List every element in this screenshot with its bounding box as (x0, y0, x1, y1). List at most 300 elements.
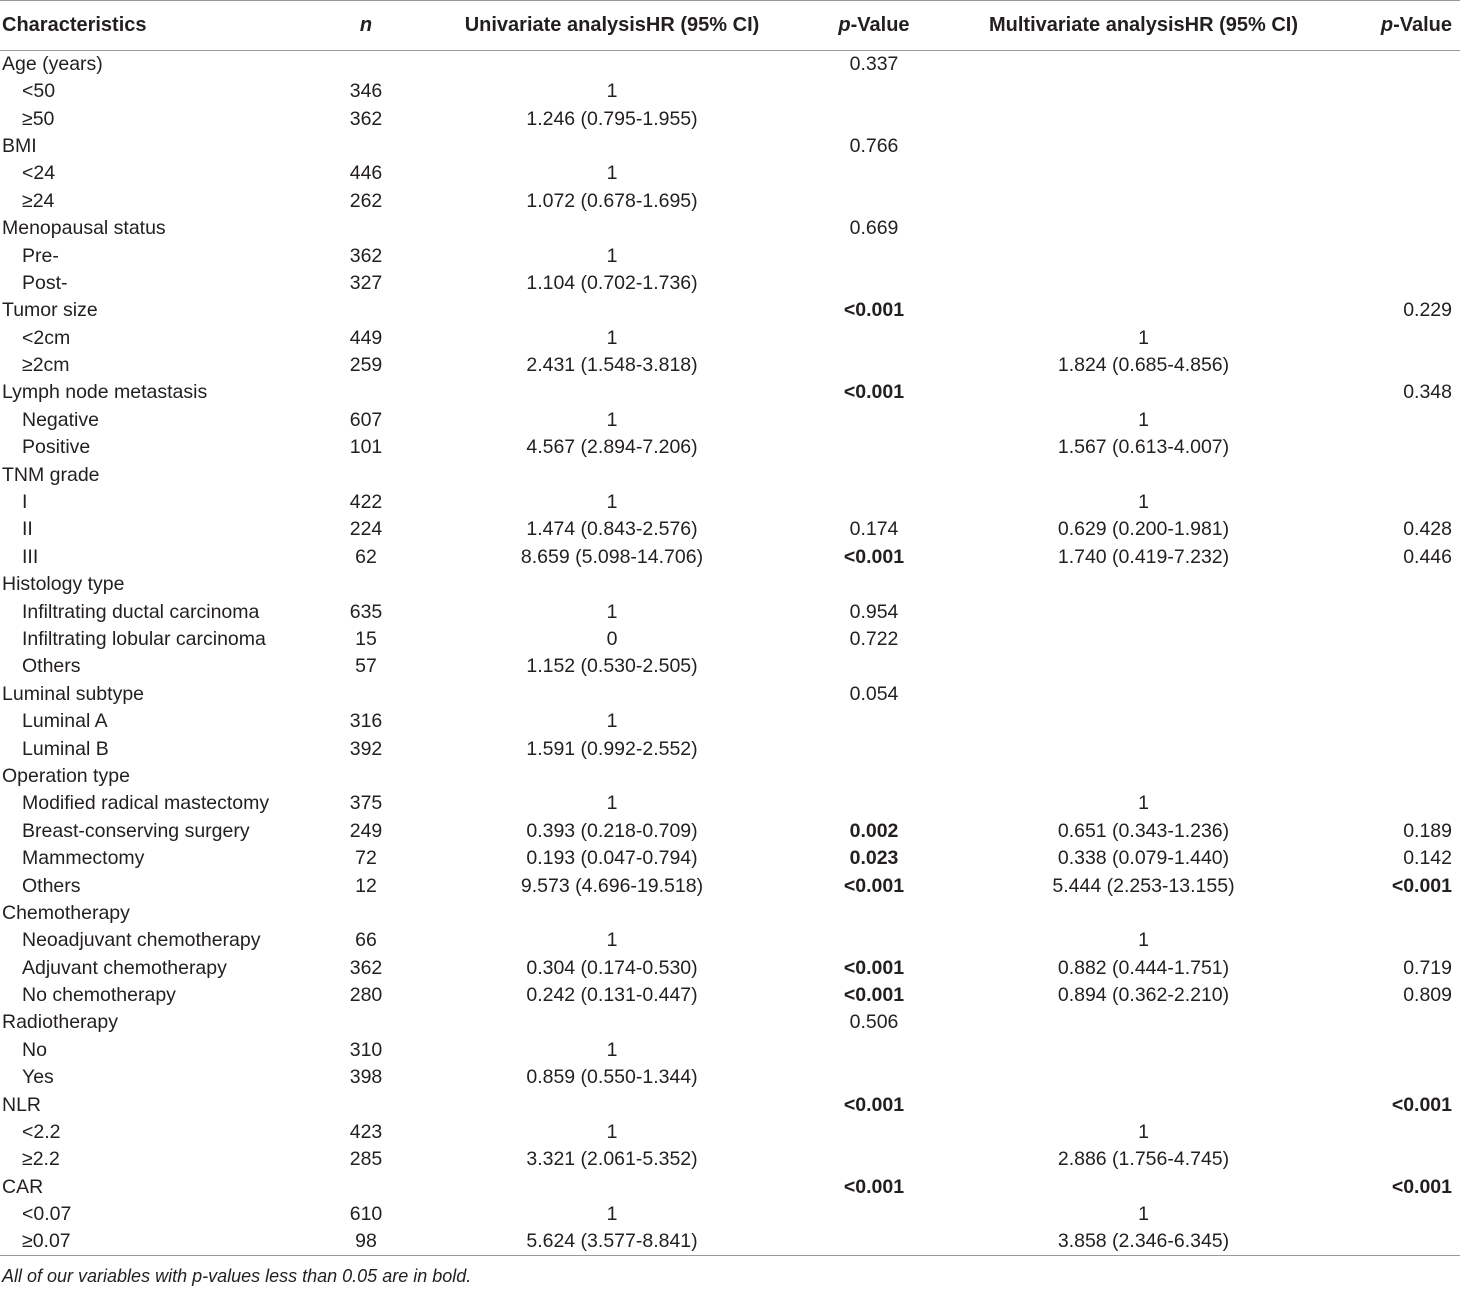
cell-multivariate-hr (956, 681, 1331, 708)
cell-characteristic: ≥2cm (22, 354, 70, 377)
cell-multivariate-hr (956, 1174, 1331, 1201)
cell-n: 362 (349, 107, 383, 130)
cell-characteristic: Positive (22, 436, 91, 459)
cell-characteristic: Infiltrating ductal carcinoma (22, 600, 260, 623)
table-row (0, 489, 1460, 516)
cell-characteristic: II (22, 518, 33, 541)
cell-multivariate-p (1331, 653, 1460, 680)
cell-multivariate-p (1331, 1146, 1460, 1173)
cell-univariate-p: <0.001 (843, 299, 905, 322)
cell-univariate-p (792, 790, 956, 817)
cell-univariate-p (792, 352, 956, 379)
cell-univariate-p (792, 708, 956, 735)
table-row (0, 78, 1460, 105)
header-multivariate: Multivariate analysisHR (95% CI) (956, 1, 1331, 51)
cell-univariate-hr (432, 215, 792, 242)
cell-n: 346 (349, 80, 383, 103)
cell-multivariate-hr (956, 1037, 1331, 1064)
cell-multivariate-p (1331, 790, 1460, 817)
table-group-row (0, 900, 1460, 927)
cell-univariate-hr: 0.393 (0.218-0.709) (526, 819, 698, 842)
table-row (0, 955, 1460, 982)
cell-characteristic: <24 (22, 162, 56, 185)
table-group-row (0, 215, 1460, 242)
table-row (0, 708, 1460, 735)
cell-univariate-p: 0.954 (849, 600, 899, 623)
cell-characteristic: Modified radical mastectomy (22, 792, 270, 815)
cell-characteristic: Histology type (2, 573, 125, 596)
cell-characteristic: Pre- (22, 244, 59, 267)
cell-multivariate-hr: 1 (1138, 1121, 1149, 1144)
cell-multivariate-hr (956, 708, 1331, 735)
table-group-row (0, 571, 1460, 598)
cell-univariate-hr: 8.659 (5.098-14.706) (520, 545, 704, 568)
cell-multivariate-hr: 1 (1138, 1203, 1149, 1226)
cell-n: 98 (300, 1228, 432, 1256)
cell-n: 422 (349, 491, 383, 514)
header-multivariate-p-value (1331, 1, 1460, 51)
table-group-row (0, 1009, 1460, 1036)
table-group-row (0, 379, 1460, 406)
cell-n (300, 1009, 432, 1036)
cell-multivariate-p (1331, 434, 1460, 461)
table-body (0, 51, 1460, 1256)
cell-univariate-p (792, 900, 956, 927)
cell-multivariate-p (1331, 51, 1460, 79)
cell-univariate-p: 0.337 (849, 53, 899, 75)
header-row (0, 1, 1460, 51)
cell-univariate-p (792, 927, 956, 954)
cell-multivariate-hr: 1 (1138, 491, 1149, 514)
cell-n (300, 379, 432, 406)
cell-characteristic: Age (years) (2, 53, 103, 75)
cell-multivariate-p (1331, 900, 1460, 927)
cell-n: 610 (349, 1203, 383, 1226)
cell-characteristic: Luminal subtype (2, 682, 145, 705)
cell-n: 285 (349, 1148, 383, 1171)
cell-multivariate-hr (956, 297, 1331, 324)
cell-multivariate-hr (956, 270, 1331, 297)
cell-n: 398 (349, 1066, 383, 1089)
cell-multivariate-p: 0.719 (1403, 956, 1452, 979)
cell-univariate-p: 0.766 (849, 134, 899, 157)
table-row (0, 270, 1460, 297)
header-p-italic: p (1380, 14, 1394, 36)
cell-univariate-p (792, 735, 956, 762)
cell-univariate-hr: 5.624 (3.577-8.841) (432, 1228, 792, 1256)
cell-characteristic: Chemotherapy (2, 901, 130, 924)
cell-univariate-p (792, 160, 956, 187)
cell-univariate-hr: 1.591 (0.992-2.552) (526, 737, 698, 760)
cell-univariate-hr: 1.474 (0.843-2.576) (526, 518, 698, 541)
cell-multivariate-hr: 1 (1138, 929, 1149, 952)
cell-characteristic: Infiltrating lobular carcinoma (22, 628, 266, 650)
cell-multivariate-hr: 0.338 (0.079-1.440) (1057, 847, 1230, 870)
cell-univariate-hr: 1.246 (0.795-1.955) (526, 107, 698, 130)
cell-n: 316 (349, 710, 383, 733)
cell-univariate-hr (432, 297, 792, 324)
cell-characteristic: Yes (22, 1066, 54, 1089)
table-row (0, 626, 1460, 653)
cell-univariate-hr (432, 1091, 792, 1118)
cell-n: 66 (355, 929, 377, 952)
cell-n (300, 215, 432, 242)
cell-multivariate-hr (956, 78, 1331, 105)
cell-multivariate-hr (956, 571, 1331, 598)
cell-multivariate-hr: 1.740 (0.419-7.232) (1057, 545, 1230, 568)
table-group-row (0, 297, 1460, 324)
cell-multivariate-hr (956, 133, 1331, 160)
cell-univariate-p: <0.001 (843, 874, 905, 897)
cell-multivariate-p: 0.229 (1403, 299, 1452, 322)
cell-multivariate-p (1331, 735, 1460, 762)
table-group-row (0, 133, 1460, 160)
cell-characteristic: <50 (22, 80, 56, 103)
cell-multivariate-p: 0.348 (1403, 381, 1452, 404)
cell-characteristic: NLR (2, 1093, 42, 1116)
cell-univariate-p (792, 1119, 956, 1146)
cell-multivariate-hr: 2.886 (1.756-4.745) (1057, 1148, 1230, 1171)
cell-univariate-hr (432, 461, 792, 488)
cell-multivariate-p (1331, 160, 1460, 187)
cell-characteristic: Menopausal status (2, 217, 166, 240)
cell-n: 12 (355, 874, 377, 897)
cell-n: 375 (349, 792, 383, 815)
cell-characteristic: Neoadjuvant chemotherapy (22, 929, 261, 952)
cell-multivariate-p (1331, 681, 1460, 708)
cell-n: 392 (349, 737, 383, 760)
cell-multivariate-p (1331, 78, 1460, 105)
cell-univariate-hr: 0.304 (0.174-0.530) (526, 956, 698, 979)
table-row (0, 1228, 1460, 1256)
table-row (0, 845, 1460, 872)
cell-multivariate-p (1331, 407, 1460, 434)
cell-multivariate-hr (956, 160, 1331, 187)
cell-univariate-p (792, 242, 956, 269)
table-row (0, 242, 1460, 269)
cell-univariate-p (792, 407, 956, 434)
cell-univariate-hr: 1 (606, 929, 618, 952)
cell-characteristic: III (22, 545, 39, 568)
cell-univariate-p (792, 325, 956, 352)
header-n: n (300, 1, 432, 51)
cell-characteristic: Others (22, 655, 81, 678)
cell-univariate-p (792, 461, 956, 488)
table-row (0, 1037, 1460, 1064)
table-row (0, 598, 1460, 625)
cell-univariate-hr: 1 (606, 1203, 618, 1226)
table-row (0, 407, 1460, 434)
cell-univariate-p (792, 105, 956, 132)
header-univariate-p-value (792, 1, 956, 51)
cell-multivariate-p (1331, 1064, 1460, 1091)
cell-univariate-hr: 3.321 (2.061-5.352) (526, 1148, 698, 1171)
cell-univariate-hr: 1 (606, 80, 618, 103)
cell-univariate-hr: 0.193 (0.047-0.794) (526, 847, 698, 870)
cell-characteristic: I (22, 491, 28, 514)
cell-n: 249 (349, 819, 383, 842)
cell-n: 259 (349, 354, 383, 377)
cell-multivariate-p (1331, 626, 1460, 653)
cell-characteristic: Mammectomy (22, 847, 145, 870)
cell-univariate-hr: 0 (606, 628, 618, 650)
cell-multivariate-hr: 1.824 (0.685-4.856) (1057, 354, 1230, 377)
cell-characteristic: Adjuvant chemotherapy (22, 956, 227, 979)
cell-multivariate-hr: 5.444 (2.253-13.155) (1052, 874, 1235, 897)
cell-multivariate-hr: 1.567 (0.613-4.007) (1057, 436, 1230, 459)
cell-characteristic: Radiotherapy (2, 1011, 118, 1034)
cell-univariate-p: 0.054 (849, 682, 899, 705)
cell-characteristic: <2.2 (22, 1121, 61, 1144)
cell-characteristic: Luminal A (22, 710, 108, 733)
cell-univariate-hr (432, 379, 792, 406)
cell-univariate-hr (432, 681, 792, 708)
cell-univariate-hr: 4.567 (2.894-7.206) (526, 436, 698, 459)
cell-n: 57 (355, 655, 377, 678)
cell-n (300, 900, 432, 927)
cell-multivariate-p (1331, 352, 1460, 379)
cell-n (300, 763, 432, 790)
cell-univariate-p: <0.001 (843, 956, 905, 979)
cell-univariate-hr: 1 (606, 244, 618, 267)
cell-multivariate-p (1331, 105, 1460, 132)
cell-multivariate-hr: 0.882 (0.444-1.751) (1057, 956, 1230, 979)
table-row (0, 927, 1460, 954)
table-row (0, 735, 1460, 762)
cell-multivariate-p (1331, 927, 1460, 954)
cell-multivariate-hr: 0.629 (0.200-1.981) (1057, 518, 1230, 541)
cell-multivariate-p: 0.189 (1403, 819, 1452, 842)
table-row (0, 105, 1460, 132)
cell-multivariate-p (1331, 188, 1460, 215)
cell-univariate-p: <0.001 (843, 1093, 905, 1116)
cell-multivariate-hr (956, 735, 1331, 762)
table-group-row (0, 1174, 1460, 1201)
cell-multivariate-p: <0.001 (1391, 1175, 1452, 1198)
cell-univariate-hr: 1 (606, 792, 618, 815)
cell-univariate-p: <0.001 (843, 381, 905, 404)
cell-univariate-hr: 1.104 (0.702-1.736) (526, 271, 698, 294)
cell-univariate-p (792, 434, 956, 461)
cell-univariate-hr (432, 763, 792, 790)
cell-multivariate-p: <0.001 (1391, 874, 1452, 897)
table-row (0, 1064, 1460, 1091)
cell-n: 224 (349, 518, 383, 541)
cell-n (300, 1091, 432, 1118)
cell-univariate-p: 0.023 (849, 847, 899, 870)
cell-multivariate-hr (956, 188, 1331, 215)
cell-univariate-p: 0.506 (849, 1011, 899, 1034)
cell-characteristic: No (22, 1038, 47, 1061)
cell-univariate-p (792, 571, 956, 598)
header-p-italic: p (838, 14, 851, 36)
cell-n: 423 (349, 1121, 383, 1144)
cell-characteristic: Operation type (2, 764, 130, 787)
cell-multivariate-p (1331, 1037, 1460, 1064)
table-group-row (0, 763, 1460, 790)
cell-multivariate-p (1331, 1228, 1460, 1256)
cell-multivariate-p: 0.142 (1403, 847, 1452, 870)
cell-univariate-p: <0.001 (843, 1175, 905, 1198)
header-univariate: Univariate analysisHR (95% CI) (432, 1, 792, 51)
cell-multivariate-p (1331, 708, 1460, 735)
cell-n: 362 (349, 956, 383, 979)
cell-multivariate-hr (956, 379, 1331, 406)
cell-multivariate-p (1331, 270, 1460, 297)
cell-n: 327 (349, 271, 383, 294)
cell-univariate-p (792, 78, 956, 105)
table-row (0, 790, 1460, 817)
cell-n: 280 (349, 984, 383, 1007)
cell-multivariate-p: 0.428 (1403, 518, 1452, 541)
table-row (0, 872, 1460, 899)
cell-characteristic: <0.07 (22, 1203, 72, 1226)
cell-univariate-hr: 1 (606, 710, 618, 733)
cell-characteristic: ≥24 (22, 189, 55, 212)
cell-characteristic: BMI (2, 134, 37, 157)
cell-characteristic: CAR (2, 1175, 44, 1198)
cell-multivariate-hr (956, 653, 1331, 680)
cell-multivariate-p: 0.446 (1403, 545, 1452, 568)
cell-n: 101 (349, 436, 383, 459)
table-row (0, 653, 1460, 680)
cell-n: 15 (355, 628, 377, 650)
cell-multivariate-hr (956, 461, 1331, 488)
cell-multivariate-hr: 3.858 (2.346-6.345) (956, 1228, 1331, 1256)
cell-univariate-p (792, 763, 956, 790)
cell-univariate-hr (432, 133, 792, 160)
cell-n: 62 (355, 545, 377, 568)
cell-multivariate-hr: 0.651 (0.343-1.236) (1057, 819, 1230, 842)
cell-multivariate-p (1331, 133, 1460, 160)
cell-multivariate-p (1331, 1201, 1460, 1228)
table-group-row (0, 1091, 1460, 1118)
cell-multivariate-p (1331, 215, 1460, 242)
cell-univariate-hr: 1 (606, 408, 618, 431)
cell-univariate-p (792, 1228, 956, 1256)
cell-multivariate-hr (956, 215, 1331, 242)
cell-multivariate-hr (956, 51, 1331, 79)
cell-n: 72 (355, 847, 377, 870)
cell-univariate-p (792, 1037, 956, 1064)
cell-univariate-hr: 1 (606, 326, 618, 349)
cell-univariate-hr (432, 1009, 792, 1036)
cell-multivariate-p (1331, 598, 1460, 625)
cell-multivariate-p (1331, 571, 1460, 598)
cell-univariate-p (792, 188, 956, 215)
cell-univariate-hr: 9.573 (4.696-19.518) (520, 874, 704, 897)
cell-characteristic: ≥50 (22, 107, 55, 130)
cell-univariate-hr: 0.859 (0.550-1.344) (526, 1066, 698, 1089)
table-footnote: All of our variables with p-values less than 0.05 are in bold. (2, 1266, 472, 1287)
cell-characteristic: Others (22, 874, 81, 897)
table-row (0, 434, 1460, 461)
cell-multivariate-hr (956, 626, 1331, 653)
cell-n: 449 (349, 326, 383, 349)
cell-multivariate-hr (956, 763, 1331, 790)
cell-univariate-p (792, 1064, 956, 1091)
cell-univariate-hr (432, 51, 792, 79)
cell-multivariate-hr (956, 242, 1331, 269)
cell-multivariate-hr (956, 1009, 1331, 1036)
cell-n: 607 (349, 408, 383, 431)
table-row (0, 325, 1460, 352)
table-row (0, 188, 1460, 215)
cell-univariate-hr: 1 (606, 600, 618, 623)
cell-n (300, 681, 432, 708)
cell-univariate-hr: 1 (606, 1038, 618, 1061)
cell-n (300, 133, 432, 160)
cell-univariate-p: 0.174 (849, 518, 899, 541)
cell-n: 362 (349, 244, 383, 267)
cell-multivariate-p (1331, 461, 1460, 488)
cell-multivariate-hr (956, 900, 1331, 927)
cell-univariate-hr (432, 571, 792, 598)
table-group-row (0, 461, 1460, 488)
table-row (0, 352, 1460, 379)
cell-univariate-hr (432, 900, 792, 927)
cell-n (300, 297, 432, 324)
cell-n: 635 (349, 600, 383, 623)
cell-univariate-p (792, 1146, 956, 1173)
cell-univariate-hr: 1 (606, 1121, 618, 1144)
cell-characteristic: Luminal B (22, 737, 109, 760)
cell-characteristic: <2cm (22, 326, 71, 349)
cell-univariate-p: 0.722 (849, 628, 899, 650)
cell-multivariate-p (1331, 1119, 1460, 1146)
cell-univariate-hr: 1.152 (0.530-2.505) (526, 655, 698, 678)
table-row (0, 818, 1460, 845)
cell-univariate-p: <0.001 (843, 545, 905, 568)
cell-n (300, 571, 432, 598)
table-row (0, 160, 1460, 187)
cell-characteristic: Negative (22, 408, 99, 431)
table-row (0, 1201, 1460, 1228)
cell-univariate-hr: 1 (606, 491, 618, 514)
cell-characteristic: No chemotherapy (22, 984, 176, 1007)
header-characteristics: Characteristics (0, 1, 300, 51)
cell-multivariate-p (1331, 1009, 1460, 1036)
cell-multivariate-p: <0.001 (1391, 1093, 1452, 1116)
table-row (0, 1146, 1460, 1173)
cell-univariate-p: <0.001 (843, 984, 905, 1007)
cell-n (300, 461, 432, 488)
cell-multivariate-hr (956, 1091, 1331, 1118)
cell-univariate-p (792, 489, 956, 516)
cell-univariate-hr: 1 (606, 162, 618, 185)
cell-n: 310 (349, 1038, 383, 1061)
table-row (0, 516, 1460, 543)
cell-characteristic: ≥2.2 (22, 1148, 60, 1171)
cell-multivariate-p (1331, 325, 1460, 352)
table-row (0, 544, 1460, 571)
cell-multivariate-hr: 1 (1138, 792, 1149, 815)
table-group-row (0, 51, 1460, 79)
table-row (0, 982, 1460, 1009)
cell-multivariate-p (1331, 489, 1460, 516)
cell-multivariate-p: 0.809 (1403, 984, 1452, 1007)
table-row (0, 1119, 1460, 1146)
cell-univariate-p: 0.669 (849, 217, 899, 240)
cell-multivariate-hr: 1 (1138, 326, 1149, 349)
header-p-rest: -Value (1393, 14, 1452, 36)
cell-characteristic: ≥0.07 (0, 1228, 300, 1256)
cell-univariate-p: 0.002 (849, 819, 899, 842)
cell-univariate-p (792, 653, 956, 680)
cell-univariate-hr: 2.431 (1.548-3.818) (526, 354, 698, 377)
cell-univariate-hr: 0.242 (0.131-0.447) (526, 984, 698, 1007)
cell-n: 446 (349, 162, 383, 185)
